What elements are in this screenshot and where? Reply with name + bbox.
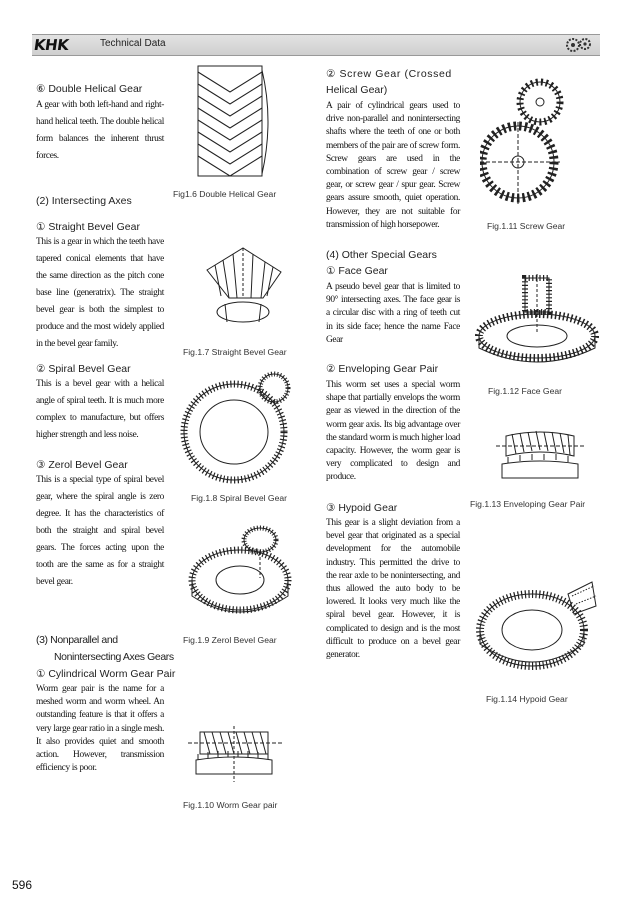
khk-logo: KHK: [32, 36, 70, 54]
nonparallel-heading: (3) Nonparallel and: [36, 634, 118, 646]
fig113-caption: Fig.1.13 Enveloping Gear Pair: [470, 499, 586, 509]
face-gear-heading: ① Face Gear: [326, 265, 388, 277]
screw-gear-heading-2: Helical Gear): [326, 84, 388, 96]
screw-gear-text: A pair of cylindrical gears used to drive non-parallel and nonintersecting shafts where the teeth of one or both members of the pair are of screw form. Screw gears are used in the combination of screw gear / screw gear, or screw gear / spur gear. Screw gears assure smooth, quiet operation. However, they are not suitable for transmission of high horsepower.: [326, 101, 460, 230]
enveloping-gear-pair-figure: [494, 426, 586, 486]
face-gear-text: A pseudo bevel gear that is limited to 90° intersecting axes. The face gear is a circular disc with a ring of teeth cut in its side face; hence the name Face Gear: [326, 282, 460, 345]
fig112-caption: Fig.1.12 Face Gear: [488, 386, 563, 396]
screw-gear-figure: [480, 78, 584, 214]
enveloping-text: This worm set uses a special worm shape that partially envelops the worm gear as viewed in the direction of the worm gear axis. Its big advantage over the standard worm is much higher load capacity. However, the worm gear is very complicated to design and produce.: [326, 380, 460, 483]
straight-bevel-gear-figure: [203, 238, 285, 330]
hypoid-gear-figure: [476, 574, 600, 682]
hypoid-text: This gear is a slight deviation from a bevel gear that originated as a special development for the automobile industry. This permitted the drive to the rear axle to be nonintersecting, and thus allowed the auto body to be lowered. It looks very much like the spiral bevel gear. However, it is complicated to design and is the most difficult to produce on a bevel gear generator.: [326, 518, 460, 661]
zerol-bevel-gear-figure: [188, 518, 298, 626]
spiral-bevel-heading: ② Spiral Bevel Gear: [36, 363, 131, 375]
nonparallel-heading-2: Nonintersecting Axes Gears: [54, 651, 174, 663]
page-header: [32, 34, 600, 56]
intersecting-axes-heading: (2) Intersecting Axes: [36, 195, 132, 207]
straight-bevel-heading: ① Straight Bevel Gear: [36, 221, 140, 233]
fig16-caption: Fig1.6 Double Helical Gear: [173, 189, 277, 199]
zerol-bevel-heading: ③ Zerol Bevel Gear: [36, 459, 128, 471]
spiral-bevel-text: This is a bevel gear with a helical angle of spiral teeth. It is much more complex to manufacture, but offers higher strength and less noise.: [36, 379, 164, 440]
straight-bevel-text: This is a gear in which the teeth have tapered conical elements that have the same direction as the pitch cone base line (generatrix). The straight bevel gear is both the simplest to produce and the most widely applied in the bevel gear family.: [36, 237, 164, 349]
gear-cluster-icon: [564, 36, 594, 54]
fig114-caption: Fig.1.14 Hypoid Gear: [486, 694, 568, 704]
header-title: Technical Data: [100, 38, 166, 49]
fig19-caption: Fig.1.9 Zerol Bevel Gear: [183, 635, 277, 645]
other-special-heading: (4) Other Special Gears: [326, 249, 437, 261]
worm-heading: ① Cylindrical Worm Gear Pair: [36, 668, 176, 680]
fig110-caption: Fig.1.10 Worm Gear pair: [183, 800, 278, 810]
fig17-caption: Fig.1.7 Straight Bevel Gear: [183, 347, 287, 357]
worm-gear-pair-figure: [186, 724, 286, 786]
hypoid-heading: ③ Hypoid Gear: [326, 502, 398, 514]
zerol-bevel-text: This is a special type of spiral bevel gear, where the spiral angle is zero degree. It has the characteristics of both the straight and spiral bevel gears. The forces acting upon the tooth are the same as for a straight bevel gear.: [36, 475, 164, 587]
fig111-caption: Fig.1.11 Screw Gear: [487, 221, 566, 231]
screw-gear-heading: ② Screw Gear (Crossed: [326, 68, 452, 80]
page-number: 596: [12, 878, 33, 892]
double-helical-heading: ⑥ Double Helical Gear: [36, 83, 143, 95]
enveloping-heading: ② Enveloping Gear Pair: [326, 363, 439, 375]
face-gear-figure: [475, 272, 601, 374]
double-helical-text: A gear with both left-hand and right-hand helical teeth. The double helical form balances the inherent thrust forces.: [36, 100, 164, 161]
worm-text: Worm gear pair is the name for a meshed worm and worm wheel. An outstanding feature is that it offers a very large gear ratio in a single mesh. It also provides quiet and smooth action. However, transmission efficiency is poor.: [36, 684, 164, 774]
fig18-caption: Fig.1.8 Spiral Bevel Gear: [191, 493, 288, 503]
double-helical-gear-figure: [188, 62, 278, 180]
spiral-bevel-gear-figure: [180, 366, 296, 488]
